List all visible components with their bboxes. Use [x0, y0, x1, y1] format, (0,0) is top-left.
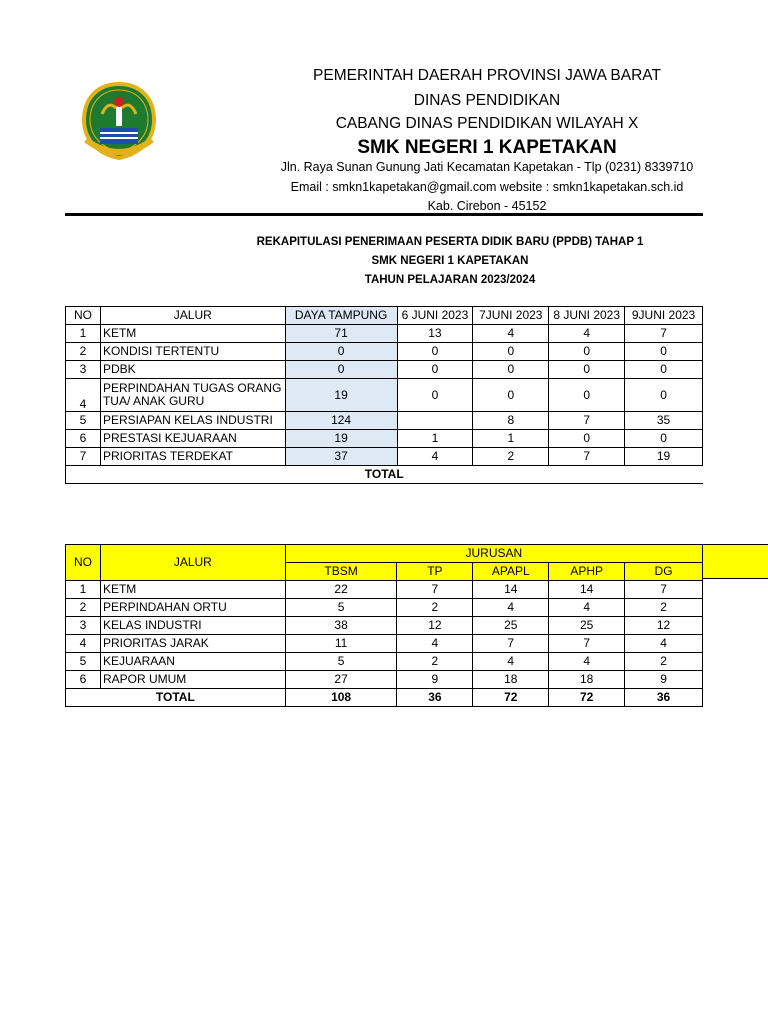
row-no: 6	[66, 430, 101, 448]
row-value: 4	[473, 599, 549, 617]
row-value: 4	[473, 325, 549, 343]
row-no: 1	[66, 325, 101, 343]
row-value: 0	[473, 361, 549, 379]
row-no: 5	[66, 412, 101, 430]
row-jalur: PERPINDAHAN ORTU	[100, 599, 285, 617]
row-value: 9	[397, 671, 473, 689]
row-value: 7	[625, 325, 703, 343]
admission-quota-table	[65, 306, 703, 484]
school-city: Kab. Cirebon - 45152	[427, 199, 547, 213]
row-value: 0	[397, 361, 473, 379]
report-title: REKAPITULASI PENERIMAAN PESERTA DIDIK BARU (PPDB) TAHAP 1	[256, 236, 644, 248]
row-no: 3	[66, 361, 101, 379]
row-quota: 37	[285, 448, 397, 466]
row-jalur: KETM	[100, 325, 285, 343]
row-value: 22	[285, 581, 397, 599]
table-row	[66, 430, 703, 448]
report-school: SMK NEGERI 1 KAPETAKAN	[371, 255, 529, 267]
table-row	[66, 599, 703, 617]
row-value: 0	[473, 379, 549, 412]
row-value: 1	[473, 430, 549, 448]
row-jalur: RAPOR UMUM	[100, 671, 285, 689]
row-jalur: PERSIAPAN KELAS INDUSTRI	[100, 412, 285, 430]
col-header-major: DG	[625, 563, 703, 581]
row-value: 27	[285, 671, 397, 689]
row-no: 7	[66, 448, 101, 466]
row-value: 18	[473, 671, 549, 689]
col-header-date: 9JUNI 2023	[625, 307, 703, 325]
row-value: 4	[473, 653, 549, 671]
col-header-date: 8 JUNI 2023	[549, 307, 625, 325]
table-row	[66, 325, 703, 343]
row-value: 0	[549, 343, 625, 361]
row-value: 18	[549, 671, 625, 689]
total-row	[66, 466, 703, 484]
row-value: 0	[625, 379, 703, 412]
col-header-no: NO	[66, 545, 101, 581]
row-no: 3	[66, 617, 101, 635]
col-header-major: APAPL	[473, 563, 549, 581]
total-value: 72	[549, 689, 625, 707]
row-value: 2	[397, 653, 473, 671]
table-row	[66, 635, 703, 653]
row-no: 2	[66, 343, 101, 361]
row-value: 0	[473, 343, 549, 361]
table-row	[66, 653, 703, 671]
table-row	[66, 361, 703, 379]
row-value: 2	[625, 653, 703, 671]
table-row	[66, 448, 703, 466]
branch-title: CABANG DINAS PENDIDIKAN WILAYAH X	[335, 115, 639, 132]
row-no: 4	[66, 635, 101, 653]
col-header-jalur: JALUR	[100, 307, 285, 325]
total-label: TOTAL	[66, 689, 286, 707]
header-divider	[65, 213, 703, 216]
row-value: 13	[397, 325, 473, 343]
table-row	[66, 343, 703, 361]
row-value: 2	[625, 599, 703, 617]
table-row	[66, 379, 703, 412]
row-value: 0	[549, 379, 625, 412]
row-no: 4	[66, 379, 101, 412]
col-header-major: TP	[397, 563, 473, 581]
row-value: 4	[625, 635, 703, 653]
col-header-major: APHP	[549, 563, 625, 581]
gov-title: PEMERINTAH DAERAH PROVINSI JAWA BARAT	[313, 67, 661, 84]
row-value: 35	[625, 412, 703, 430]
col-header-major: TBSM	[285, 563, 397, 581]
total-row	[66, 689, 703, 707]
row-no: 5	[66, 653, 101, 671]
row-quota: 71	[285, 325, 397, 343]
col-header-daya-tampung: DAYA TAMPUNG	[285, 307, 397, 325]
row-value: 8	[473, 412, 549, 430]
total-value: 36	[625, 689, 703, 707]
row-value: 14	[473, 581, 549, 599]
total-value: 72	[473, 689, 549, 707]
row-value: 9	[625, 671, 703, 689]
col-header-jurusan: JURUSAN	[285, 545, 702, 563]
row-value: 25	[549, 617, 625, 635]
row-no: 6	[66, 671, 101, 689]
row-value: 7	[625, 581, 703, 599]
col-header-jalur: JALUR	[100, 545, 285, 581]
row-value: 0	[549, 361, 625, 379]
row-value: 1	[397, 430, 473, 448]
row-value: 7	[549, 448, 625, 466]
row-value: 0	[397, 379, 473, 412]
row-jalur: PERPINDAHAN TUGAS ORANG TUA/ ANAK GURU	[100, 379, 285, 412]
row-value: 12	[625, 617, 703, 635]
row-quota: 19	[285, 379, 397, 412]
row-quota: 0	[285, 361, 397, 379]
row-jalur: KETM	[100, 581, 285, 599]
row-value: 7	[549, 635, 625, 653]
row-value: 11	[285, 635, 397, 653]
row-value: 0	[625, 361, 703, 379]
row-jalur: KELAS INDUSTRI	[100, 617, 285, 635]
report-year: TAHUN PELAJARAN 2023/2024	[364, 274, 536, 286]
row-value: 7	[473, 635, 549, 653]
row-jalur: PRESTASI KEJUARAAN	[100, 430, 285, 448]
row-value: 5	[285, 599, 397, 617]
row-no: 1	[66, 581, 101, 599]
row-value: 0	[625, 430, 703, 448]
table-row	[66, 671, 703, 689]
major-allocation-table	[65, 544, 703, 707]
total-value: 108	[285, 689, 397, 707]
row-value: 7	[397, 581, 473, 599]
table-header-row	[66, 545, 703, 563]
row-jalur: PRIORITAS TERDEKAT	[100, 448, 285, 466]
row-no: 2	[66, 599, 101, 617]
row-jalur: KONDISI TERTENTU	[100, 343, 285, 361]
row-value: 2	[397, 599, 473, 617]
col-header-date: 7JUNI 2023	[473, 307, 549, 325]
total-label: TOTAL	[66, 466, 703, 484]
row-value: 4	[549, 599, 625, 617]
row-jalur: PRIORITAS JARAK	[100, 635, 285, 653]
row-value: 5	[285, 653, 397, 671]
row-value	[397, 412, 473, 430]
row-value: 7	[549, 412, 625, 430]
row-value: 12	[397, 617, 473, 635]
row-value: 38	[285, 617, 397, 635]
row-value: 4	[549, 325, 625, 343]
row-value: 0	[549, 430, 625, 448]
col-header-no: NO	[66, 307, 101, 325]
row-value: 14	[549, 581, 625, 599]
header-highlight-extension	[703, 544, 768, 579]
row-value: 4	[397, 635, 473, 653]
total-value: 36	[397, 689, 473, 707]
school-contact: Email : smkn1kapetakan@gmail.com website : smkn1kapetakan.sch.id	[290, 180, 684, 194]
row-value: 4	[397, 448, 473, 466]
school-name: SMK NEGERI 1 KAPETAKAN	[357, 137, 617, 158]
row-value: 0	[625, 343, 703, 361]
row-value: 4	[549, 653, 625, 671]
school-address: Jln. Raya Sunan Gunung Jati Kecamatan Kapetakan - Tlp (0231) 8339710	[280, 160, 694, 174]
row-quota: 124	[285, 412, 397, 430]
department-title: DINAS PENDIDIKAN	[413, 92, 561, 109]
row-value: 0	[397, 343, 473, 361]
row-value: 25	[473, 617, 549, 635]
col-header-date: 6 JUNI 2023	[397, 307, 473, 325]
row-jalur: PDBK	[100, 361, 285, 379]
row-quota: 19	[285, 430, 397, 448]
table-row	[66, 617, 703, 635]
table-row	[66, 581, 703, 599]
row-quota: 0	[285, 343, 397, 361]
row-value: 2	[473, 448, 549, 466]
row-value: 19	[625, 448, 703, 466]
row-jalur: KEJUARAAN	[100, 653, 285, 671]
west-java-emblem-icon	[78, 80, 160, 162]
table-row	[66, 412, 703, 430]
table-header-row	[66, 307, 703, 325]
